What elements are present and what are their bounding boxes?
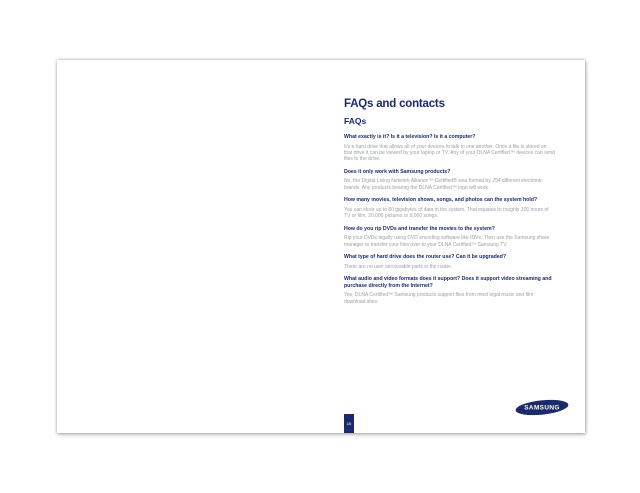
faq-question: What exactly is it? Is it a television? Is it a computer? bbox=[344, 134, 476, 140]
faq-question: How do you rip DVDs and transfer the movies to the system? bbox=[344, 225, 495, 232]
faq-answer: There are no user serviceable parts in the router. bbox=[344, 263, 453, 270]
samsung-logo bbox=[515, 399, 569, 416]
faq-item bbox=[344, 197, 556, 219]
faq-question: How many movies, television shows, songs, and photos can the system hold? bbox=[344, 197, 538, 204]
document-spread bbox=[57, 60, 585, 433]
faq-answer: Rip your DVDs legally using DVD encoding software like IDVx. Then use the Samsung share manager to transfer your files over to your DLNA Certified™ Samsung TV. bbox=[344, 235, 550, 248]
page-title: FAQs and contacts bbox=[344, 98, 445, 110]
faq-item bbox=[344, 134, 556, 163]
brand-name: SAMSUNG bbox=[524, 404, 560, 412]
faq-answer: You can store up to 80 gigabytes of data in the system. That equates to roughly 100 hours of TV or film, 20,000 pictures or 9,000 songs. bbox=[344, 206, 549, 220]
faq-content bbox=[344, 98, 556, 311]
faq-question: What audio and video formats does it support? Does it support video streaming and purchase directly from the Internet? bbox=[344, 276, 552, 289]
faq-answer: Yes, DLNA Certified™ Samsung products support files from most legal music and film download sites. bbox=[344, 292, 534, 305]
faq-question: What type of hard drive does the router use? Can it be upgraded? bbox=[344, 254, 506, 261]
faq-question: Does it only work with Samsung products? bbox=[344, 168, 451, 175]
faq-item bbox=[344, 254, 556, 270]
section-subtitle: FAQs bbox=[344, 116, 367, 126]
faq-answer: It's a hard drive that allows all of your devices to talk to one another. Once a file is stored on that drive it can be viewed by your laptop or TV. Any of your DLNA Certified™ devices can send files to the drive. bbox=[344, 143, 555, 163]
faq-item bbox=[344, 226, 556, 248]
right-page bbox=[321, 60, 585, 433]
faq-item bbox=[344, 276, 556, 305]
left-page bbox=[57, 60, 321, 433]
page-number: 16 bbox=[344, 414, 354, 433]
faq-item bbox=[344, 169, 556, 191]
faq-answer: No, the Digital Living Network Alliance™ Certified® was formed by 254 different electronic brands. Any products bearing the DLNA Certified™ logo will work. bbox=[344, 178, 543, 191]
